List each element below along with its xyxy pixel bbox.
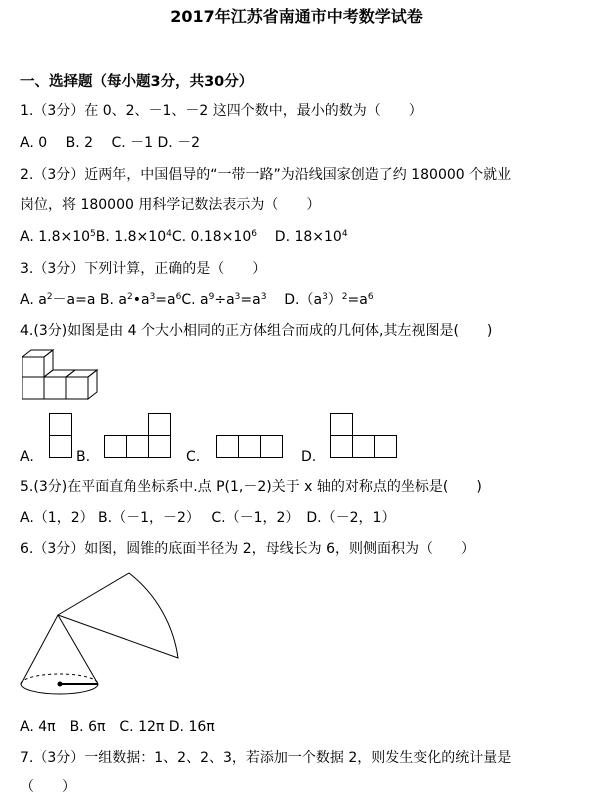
option-c-mid2: =a <box>240 292 261 308</box>
exp: 2 <box>341 292 348 302</box>
option-b: B. 1.8×10 <box>95 229 167 245</box>
question-2-stem-line1: 2.（3分）近两年，中国倡导的“一带一路”为沿线国家创造了约 180000 个就业 <box>20 167 512 183</box>
exp: 3 <box>260 292 267 302</box>
option-c-exponent: 6 <box>251 229 257 239</box>
exp: 3 <box>322 292 328 302</box>
option-b-mid2: =a <box>155 292 176 308</box>
question-5-stem: 5.(3分)在平面直角坐标系中.点 P(1,－2)关于 x 轴的对称点的坐标是( ) <box>20 479 482 495</box>
option-a-exponent: 5 <box>90 229 96 239</box>
option-b-exponent: 4 <box>166 229 172 239</box>
option-d: D. 18×10 <box>274 229 342 245</box>
page-title: 2017年江苏省南通市中考数学试卷 <box>170 7 423 26</box>
question-6-stem: 6.（3分）如图，圆锥的底面半径为 2，母线长为 6，则侧面积为（ ） <box>20 541 475 557</box>
option-a: A. 1.8×10 <box>20 229 91 245</box>
option-c-view <box>216 435 286 461</box>
option-c: C. 0.18×10 <box>171 229 252 245</box>
exp: 3 <box>149 292 156 302</box>
exp: 2 <box>46 292 53 302</box>
option-d-mid2: =a <box>347 292 368 308</box>
option-a-label: A. <box>20 449 34 465</box>
option-a: A. a <box>20 292 47 308</box>
option-b-view <box>104 413 174 461</box>
section-heading: 一、选择题（每小题3分，共30分） <box>20 74 254 90</box>
exp: 6 <box>175 292 182 302</box>
option-c: C. a <box>181 292 209 308</box>
question-7-stem-line1: 7.（3分）一组数据：1、2、2、3，若添加一个数据 2，则发生变化的统计量是 <box>20 750 512 766</box>
question-2-options <box>20 228 348 246</box>
exp: 2 <box>126 292 133 302</box>
option-d: D.（a <box>284 292 323 308</box>
exp: 3 <box>234 292 241 302</box>
option-d-label: D. <box>301 449 317 465</box>
question-7-stem-line2: （ ） <box>20 779 76 795</box>
option-b-label: B. <box>76 449 91 465</box>
option-c-mid: ÷a <box>214 292 235 308</box>
question-3-options <box>20 291 374 309</box>
option-d-mid: ） <box>327 292 342 308</box>
option-d-exponent: 4 <box>341 229 348 239</box>
question-3-stem: 3.（3分）下列计算，正确的是（ ） <box>20 261 267 277</box>
question-5-options: A.（1，2） B.（－1，－2） C.（－1，2） D.（－2，1） <box>20 510 396 526</box>
question-2-stem-line2: 岗位，将 180000 用科学记数法表示为（ ） <box>20 197 321 213</box>
solid-figure <box>22 347 104 403</box>
question-1-options: A. 0 B. 2 C. －1 D. －2 <box>20 135 201 151</box>
option-b-mid: •a <box>132 292 150 308</box>
question-1-stem: 1.（3分）在 0、2、－1、－2 这四个数中，最小的数为（ ） <box>20 103 423 119</box>
option-a-view <box>49 413 73 461</box>
option-c-label: C. <box>186 449 201 465</box>
question-4-stem: 4.(3分)如图是由 4 个大小相同的正方体组合而成的几何体,其左视图是( ) <box>20 323 493 339</box>
exp: 9 <box>208 292 215 302</box>
question-6-options: A. 4π B. 6π C. 12π D. 16π <box>20 719 215 735</box>
option-a-rest: －a=a B. a <box>52 292 127 308</box>
cone-figure <box>18 568 188 698</box>
exp: 6 <box>367 292 374 302</box>
option-d-view <box>330 413 400 461</box>
